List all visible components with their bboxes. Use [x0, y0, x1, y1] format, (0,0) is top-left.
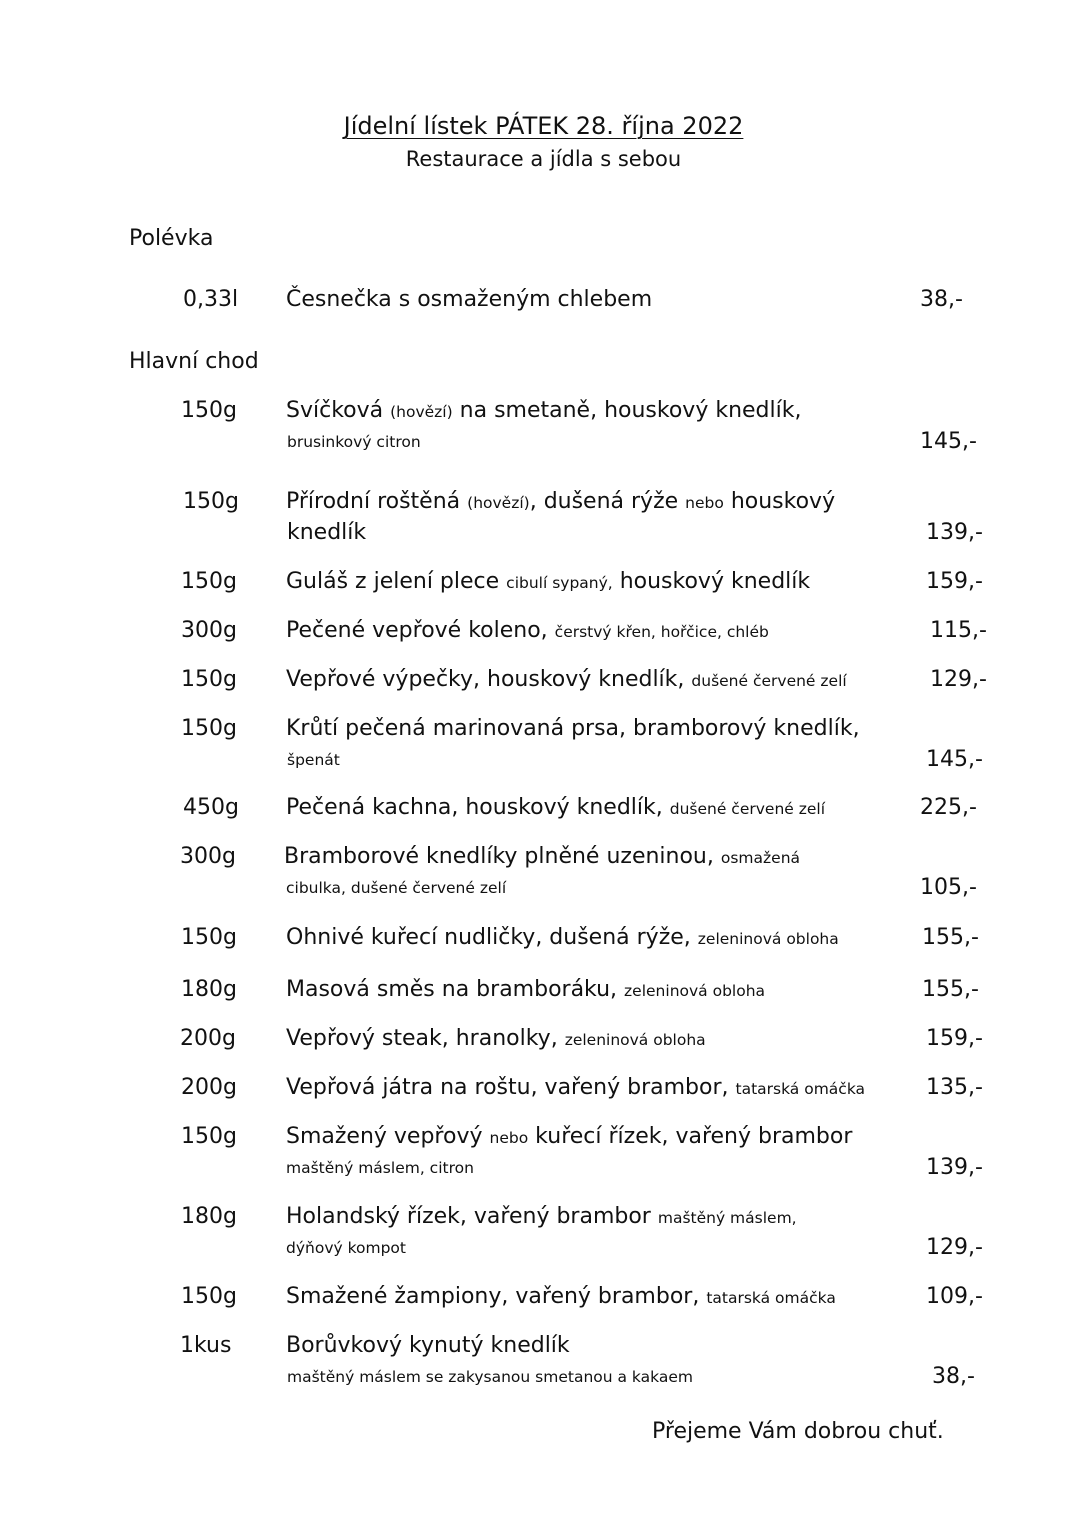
- item-price: 139,-: [926, 520, 983, 545]
- item-price: 155,-: [922, 977, 979, 1002]
- item-price: 145,-: [920, 429, 977, 454]
- menu-title: Jídelní lístek PÁTEK 28. října 2022: [343, 112, 744, 140]
- item-quantity: 150g: [181, 1284, 237, 1309]
- item-name: Přírodní roštěná (hovězí), dušená rýže nebo houskový: [286, 489, 836, 514]
- item-name: Masová směs na bramboráku, zeleninová obloha: [286, 977, 766, 1002]
- item-quantity: 180g: [181, 977, 237, 1002]
- section-heading-soup: Polévka: [129, 226, 214, 251]
- item-name: Krůtí pečená marinovaná prsa, bramborový knedlík,: [286, 716, 860, 741]
- item-name: Česnečka s osmaženým chlebem: [286, 287, 653, 312]
- item-name: Vepřová játra na roštu, vařený brambor, tatarská omáčka: [286, 1075, 866, 1100]
- item-price: 129,-: [930, 667, 987, 692]
- item-quantity: 150g: [181, 398, 237, 423]
- item-description: knedlík: [287, 520, 367, 545]
- closing-message: Přejeme Vám dobrou chuť.: [652, 1419, 944, 1444]
- item-price: 38,-: [932, 1364, 975, 1389]
- item-name: Pečené vepřové koleno, čerstvý křen, hořčice, chléb: [286, 618, 769, 643]
- item-price: 135,-: [926, 1075, 983, 1100]
- item-quantity: 180g: [181, 1204, 237, 1229]
- item-price: 145,-: [926, 747, 983, 772]
- item-quantity: 0,33l: [183, 287, 239, 312]
- section-heading-main: Hlavní chod: [129, 349, 259, 374]
- item-description: maštěný máslem se zakysanou smetanou a kakaem: [287, 1368, 693, 1386]
- item-price: 225,-: [920, 795, 977, 820]
- item-name: Guláš z jelení plece cibulí sypaný, houskový knedlík: [286, 569, 811, 594]
- item-price: 159,-: [926, 1026, 983, 1051]
- item-quantity: 150g: [181, 1124, 237, 1149]
- item-price: 115,-: [930, 618, 987, 643]
- item-price: 139,-: [926, 1155, 983, 1180]
- item-description: brusinkový citron: [287, 433, 421, 451]
- item-price: 38,-: [920, 287, 963, 312]
- item-quantity: 1kus: [180, 1333, 232, 1358]
- item-name: Vepřový steak, hranolky, zeleninová obloha: [286, 1026, 706, 1051]
- item-name: Svíčková (hovězí) na smetaně, houskový knedlík,: [286, 398, 802, 423]
- item-quantity: 150g: [181, 925, 237, 950]
- item-quantity: 150g: [181, 569, 237, 594]
- menu-subtitle: Restaurace a jídla s sebou: [405, 147, 682, 171]
- item-quantity: 300g: [181, 618, 237, 643]
- item-quantity: 150g: [183, 489, 239, 514]
- item-name: Borůvkový kynutý knedlík: [286, 1333, 570, 1358]
- item-description: maštěný máslem, citron: [286, 1159, 474, 1177]
- item-name: Smažené žampiony, vařený brambor, tatarská omáčka: [286, 1284, 836, 1309]
- item-quantity: 150g: [181, 667, 237, 692]
- item-name: Ohnivé kuřecí nudličky, dušená rýže, zeleninová obloha: [286, 925, 839, 950]
- item-quantity: 450g: [183, 795, 239, 820]
- item-price: 155,-: [922, 925, 979, 950]
- item-quantity: 200g: [181, 1075, 237, 1100]
- item-price: 105,-: [920, 875, 977, 900]
- item-quantity: 150g: [181, 716, 237, 741]
- item-quantity: 200g: [180, 1026, 236, 1051]
- item-description: špenát: [287, 751, 340, 769]
- item-name: Vepřové výpečky, houskový knedlík, dušené červené zelí: [286, 667, 847, 692]
- item-price: 159,-: [926, 569, 983, 594]
- item-price: 109,-: [926, 1284, 983, 1309]
- item-description: cibulka, dušené červené zelí: [286, 879, 507, 897]
- item-name: Bramborové knedlíky plněné uzeninou, osmažená: [284, 844, 801, 869]
- item-name: Pečená kachna, houskový knedlík, dušené červené zelí: [286, 795, 826, 820]
- item-description: dýňový kompot: [286, 1239, 406, 1257]
- item-price: 129,-: [926, 1235, 983, 1260]
- item-quantity: 300g: [180, 844, 236, 869]
- item-name: Holandský řízek, vařený brambor maštěný máslem,: [286, 1204, 797, 1229]
- item-name: Smažený vepřový nebo kuřecí řízek, vařený brambor: [286, 1124, 853, 1149]
